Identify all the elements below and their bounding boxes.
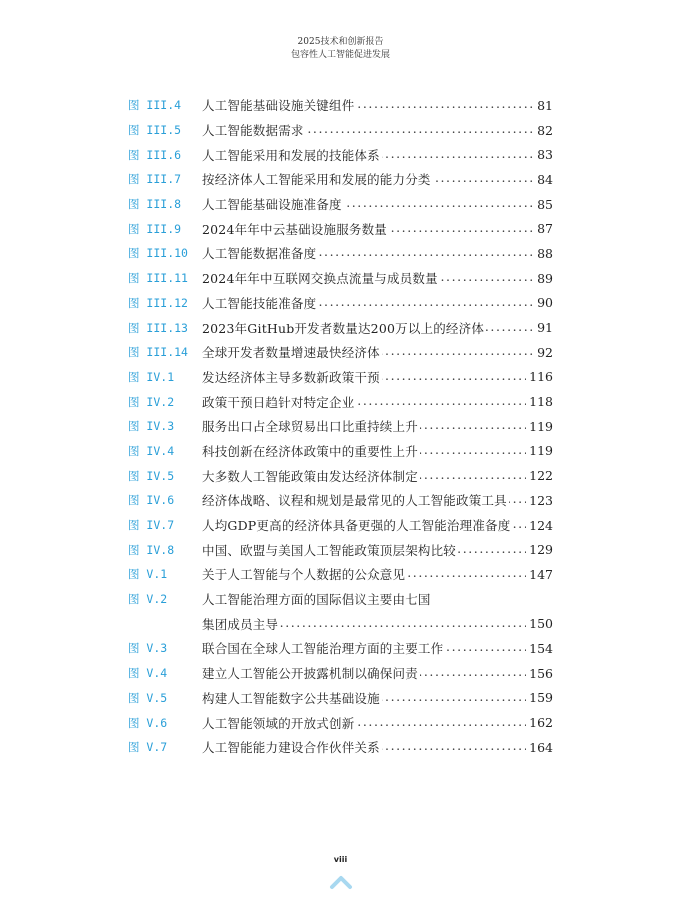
figure-label: 图 III.14 xyxy=(128,345,188,360)
page-ref: 147 xyxy=(526,567,553,582)
figure-label: 图 III.8 xyxy=(128,197,182,212)
figure-title xyxy=(202,319,534,337)
figure-title xyxy=(202,393,526,411)
toc-entry[interactable] xyxy=(128,661,553,686)
toc-entry[interactable] xyxy=(128,562,553,587)
figure-title xyxy=(202,467,526,485)
toc-entry[interactable] xyxy=(128,216,553,241)
figure-title-text: 联合国在全球人工智能治理方面的主要工作 xyxy=(202,641,444,657)
toc-entry[interactable] xyxy=(128,488,553,513)
figure-label: 图 V.5 xyxy=(128,690,168,705)
figure-label: 图 III.10 xyxy=(128,246,188,261)
figure-title-text: 2024年年中互联网交换点流量与成员数量 xyxy=(202,271,438,287)
figure-title xyxy=(202,244,534,262)
toc-entry[interactable] xyxy=(128,710,553,735)
figure-title-text: 建立人工智能公开披露机制以确保问责 xyxy=(202,666,418,682)
figure-label: 图 III.12 xyxy=(128,295,188,310)
figure-title xyxy=(202,615,526,633)
figure-label: 图 IV.1 xyxy=(128,369,175,384)
toc-entry[interactable] xyxy=(128,340,553,365)
figure-title xyxy=(202,491,526,509)
figure-title xyxy=(202,343,534,361)
figure-title xyxy=(202,121,534,139)
figure-label: 图 IV.6 xyxy=(128,493,175,508)
report-subtitle: 包容性人工智能促进发展 xyxy=(290,50,390,60)
figure-title xyxy=(202,368,526,386)
figure-title xyxy=(202,220,534,238)
toc-entry[interactable] xyxy=(128,463,553,488)
figure-title-text: 人工智能治理方面的国际倡议主要由七国 xyxy=(202,592,431,608)
figure-label: 图 III.11 xyxy=(128,271,188,286)
page-ref: 119 xyxy=(526,443,553,458)
figure-title-text: 人工智能技能准备度 xyxy=(202,295,317,311)
page-ref: 84 xyxy=(534,172,553,187)
figure-title-text: 全球开发者数量增速最快经济体 xyxy=(202,345,380,361)
figure-label: 图 IV.5 xyxy=(128,468,175,483)
toc-entry[interactable] xyxy=(128,439,553,464)
figure-label: 图 III.5 xyxy=(128,123,182,138)
toc-entry[interactable] xyxy=(128,315,553,340)
figure-title-text: 人工智能基础设施关键组件 xyxy=(202,98,355,114)
page-ref: 119 xyxy=(526,419,553,434)
figure-label: 图 IV.4 xyxy=(128,443,175,458)
figure-title-text: 人工智能能力建设合作伙伴关系 xyxy=(202,740,380,756)
figure-label: 图 V.2 xyxy=(128,592,168,607)
toc-entry[interactable] xyxy=(128,192,553,217)
figure-title xyxy=(202,417,526,435)
page-header xyxy=(0,36,681,62)
figure-title xyxy=(202,269,534,287)
figure-title-text: 大多数人工智能政策由发达经济体制定 xyxy=(202,468,418,484)
figure-title-text: 集团成员主导 xyxy=(202,616,279,632)
toc-entry[interactable] xyxy=(128,291,553,316)
toc-entry[interactable] xyxy=(128,142,553,167)
figure-title-text: 发达经济体主导多数新政策干预 xyxy=(202,369,380,385)
chevron-up-icon[interactable] xyxy=(329,873,353,891)
page-ref: 83 xyxy=(534,147,553,162)
figure-title xyxy=(202,516,526,534)
page-ref: 91 xyxy=(534,320,553,335)
figure-title-text: 人工智能采用和发展的技能体系 xyxy=(202,147,380,163)
page-ref: 118 xyxy=(526,394,553,409)
figure-title-text: 构建人工智能数字公共基础设施 xyxy=(202,690,380,706)
page-ref: 81 xyxy=(534,98,553,113)
figure-title-text: 政策干预日趋针对特定企业 xyxy=(202,394,355,410)
toc-entry[interactable] xyxy=(128,513,553,538)
page-ref: 85 xyxy=(534,197,553,212)
toc-entry[interactable] xyxy=(128,93,553,118)
figure-label: 图 V.6 xyxy=(128,715,168,730)
list-of-figures xyxy=(128,93,553,760)
page-ref: 156 xyxy=(526,666,553,681)
page-ref: 150 xyxy=(526,616,553,631)
figure-title-text: 关于人工智能与个人数据的公众意见 xyxy=(202,567,406,583)
figure-title xyxy=(202,664,526,682)
page-ref: 90 xyxy=(534,295,553,310)
figure-title-text: 人工智能数据准备度 xyxy=(202,246,317,262)
figure-title-text: 中国、欧盟与美国人工智能政策顶层架构比较 xyxy=(202,542,457,558)
page-ref: 122 xyxy=(526,468,553,483)
figure-title xyxy=(202,639,526,657)
page-ref: 162 xyxy=(526,715,553,730)
toc-entry[interactable] xyxy=(128,365,553,390)
page-ref: 87 xyxy=(534,221,553,236)
figure-label: 图 IV.7 xyxy=(128,518,175,533)
figure-title-text: 服务出口占全球贸易出口比重持续上升 xyxy=(202,419,418,435)
figure-label: 图 IV.8 xyxy=(128,542,175,557)
report-title: 2025技术和创新报告 xyxy=(297,37,384,47)
page-ref: 164 xyxy=(526,740,553,755)
figure-title xyxy=(202,738,526,756)
figure-title xyxy=(202,541,526,559)
page-ref: 88 xyxy=(534,246,553,261)
figure-label: 图 V.4 xyxy=(128,666,168,681)
figure-title-text: 经济体战略、议程和规划是最常见的人工智能政策工具 xyxy=(202,493,507,509)
page-ref: 154 xyxy=(526,641,553,656)
toc-entry[interactable] xyxy=(128,636,553,661)
page-ref: 92 xyxy=(534,345,553,360)
figure-label: 图 V.3 xyxy=(128,641,168,656)
page-ref: 159 xyxy=(526,690,553,705)
figure-label: 图 V.1 xyxy=(128,567,168,582)
figure-title xyxy=(202,590,550,608)
figure-title xyxy=(202,689,526,707)
toc-entry[interactable] xyxy=(128,414,553,439)
figure-label: 图 III.13 xyxy=(128,320,188,335)
page-ref: 82 xyxy=(534,123,553,138)
toc-entry[interactable] xyxy=(128,266,553,291)
figure-label: 图 IV.2 xyxy=(128,394,175,409)
toc-entry[interactable] xyxy=(128,241,553,266)
toc-entry[interactable] xyxy=(128,611,553,636)
toc-entry[interactable] xyxy=(128,735,553,760)
figure-title-text: 人均GDP更高的经济体具备更强的人工智能治理准备度 xyxy=(202,518,511,534)
figure-title-text: 科技创新在经济体政策中的重要性上升 xyxy=(202,443,418,459)
toc-entry[interactable] xyxy=(128,587,553,612)
figure-label: 图 III.9 xyxy=(128,221,182,236)
page-ref: 124 xyxy=(526,518,553,533)
figure-label: 图 III.7 xyxy=(128,172,182,187)
figure-title-text: 2024年年中云基础设施服务数量 xyxy=(202,221,388,237)
figure-title-text: 人工智能领域的开放式创新 xyxy=(202,715,355,731)
toc-entry[interactable] xyxy=(128,118,553,143)
figure-title-text: 2023年GitHub开发者数量达200万以上的经济体 xyxy=(202,320,485,336)
figure-title xyxy=(202,146,534,164)
figure-title xyxy=(202,442,526,460)
figure-title xyxy=(202,294,534,312)
page-ref: 123 xyxy=(526,493,553,508)
toc-entry[interactable] xyxy=(128,686,553,711)
figure-label: 图 V.7 xyxy=(128,740,168,755)
figure-title-text: 人工智能基础设施准备度 xyxy=(202,197,342,213)
figure-title-text: 按经济体人工智能采用和发展的能力分类 xyxy=(202,172,431,188)
page-ref: 116 xyxy=(526,369,553,384)
figure-title xyxy=(202,195,534,213)
figure-title xyxy=(202,170,534,188)
page-ref: 89 xyxy=(534,271,553,286)
figure-label: 图 III.6 xyxy=(128,147,182,162)
figure-title xyxy=(202,565,526,583)
figure-title-text: 人工智能数据需求 xyxy=(202,123,304,139)
figure-title xyxy=(202,96,534,114)
figure-label: 图 III.4 xyxy=(128,98,182,113)
toc-entry[interactable] xyxy=(128,537,553,562)
toc-entry[interactable] xyxy=(128,167,553,192)
figure-label: 图 IV.3 xyxy=(128,419,175,434)
figure-title xyxy=(202,714,526,732)
page-number: viii xyxy=(333,855,348,864)
toc-entry[interactable] xyxy=(128,389,553,414)
page-ref: 129 xyxy=(526,542,553,557)
